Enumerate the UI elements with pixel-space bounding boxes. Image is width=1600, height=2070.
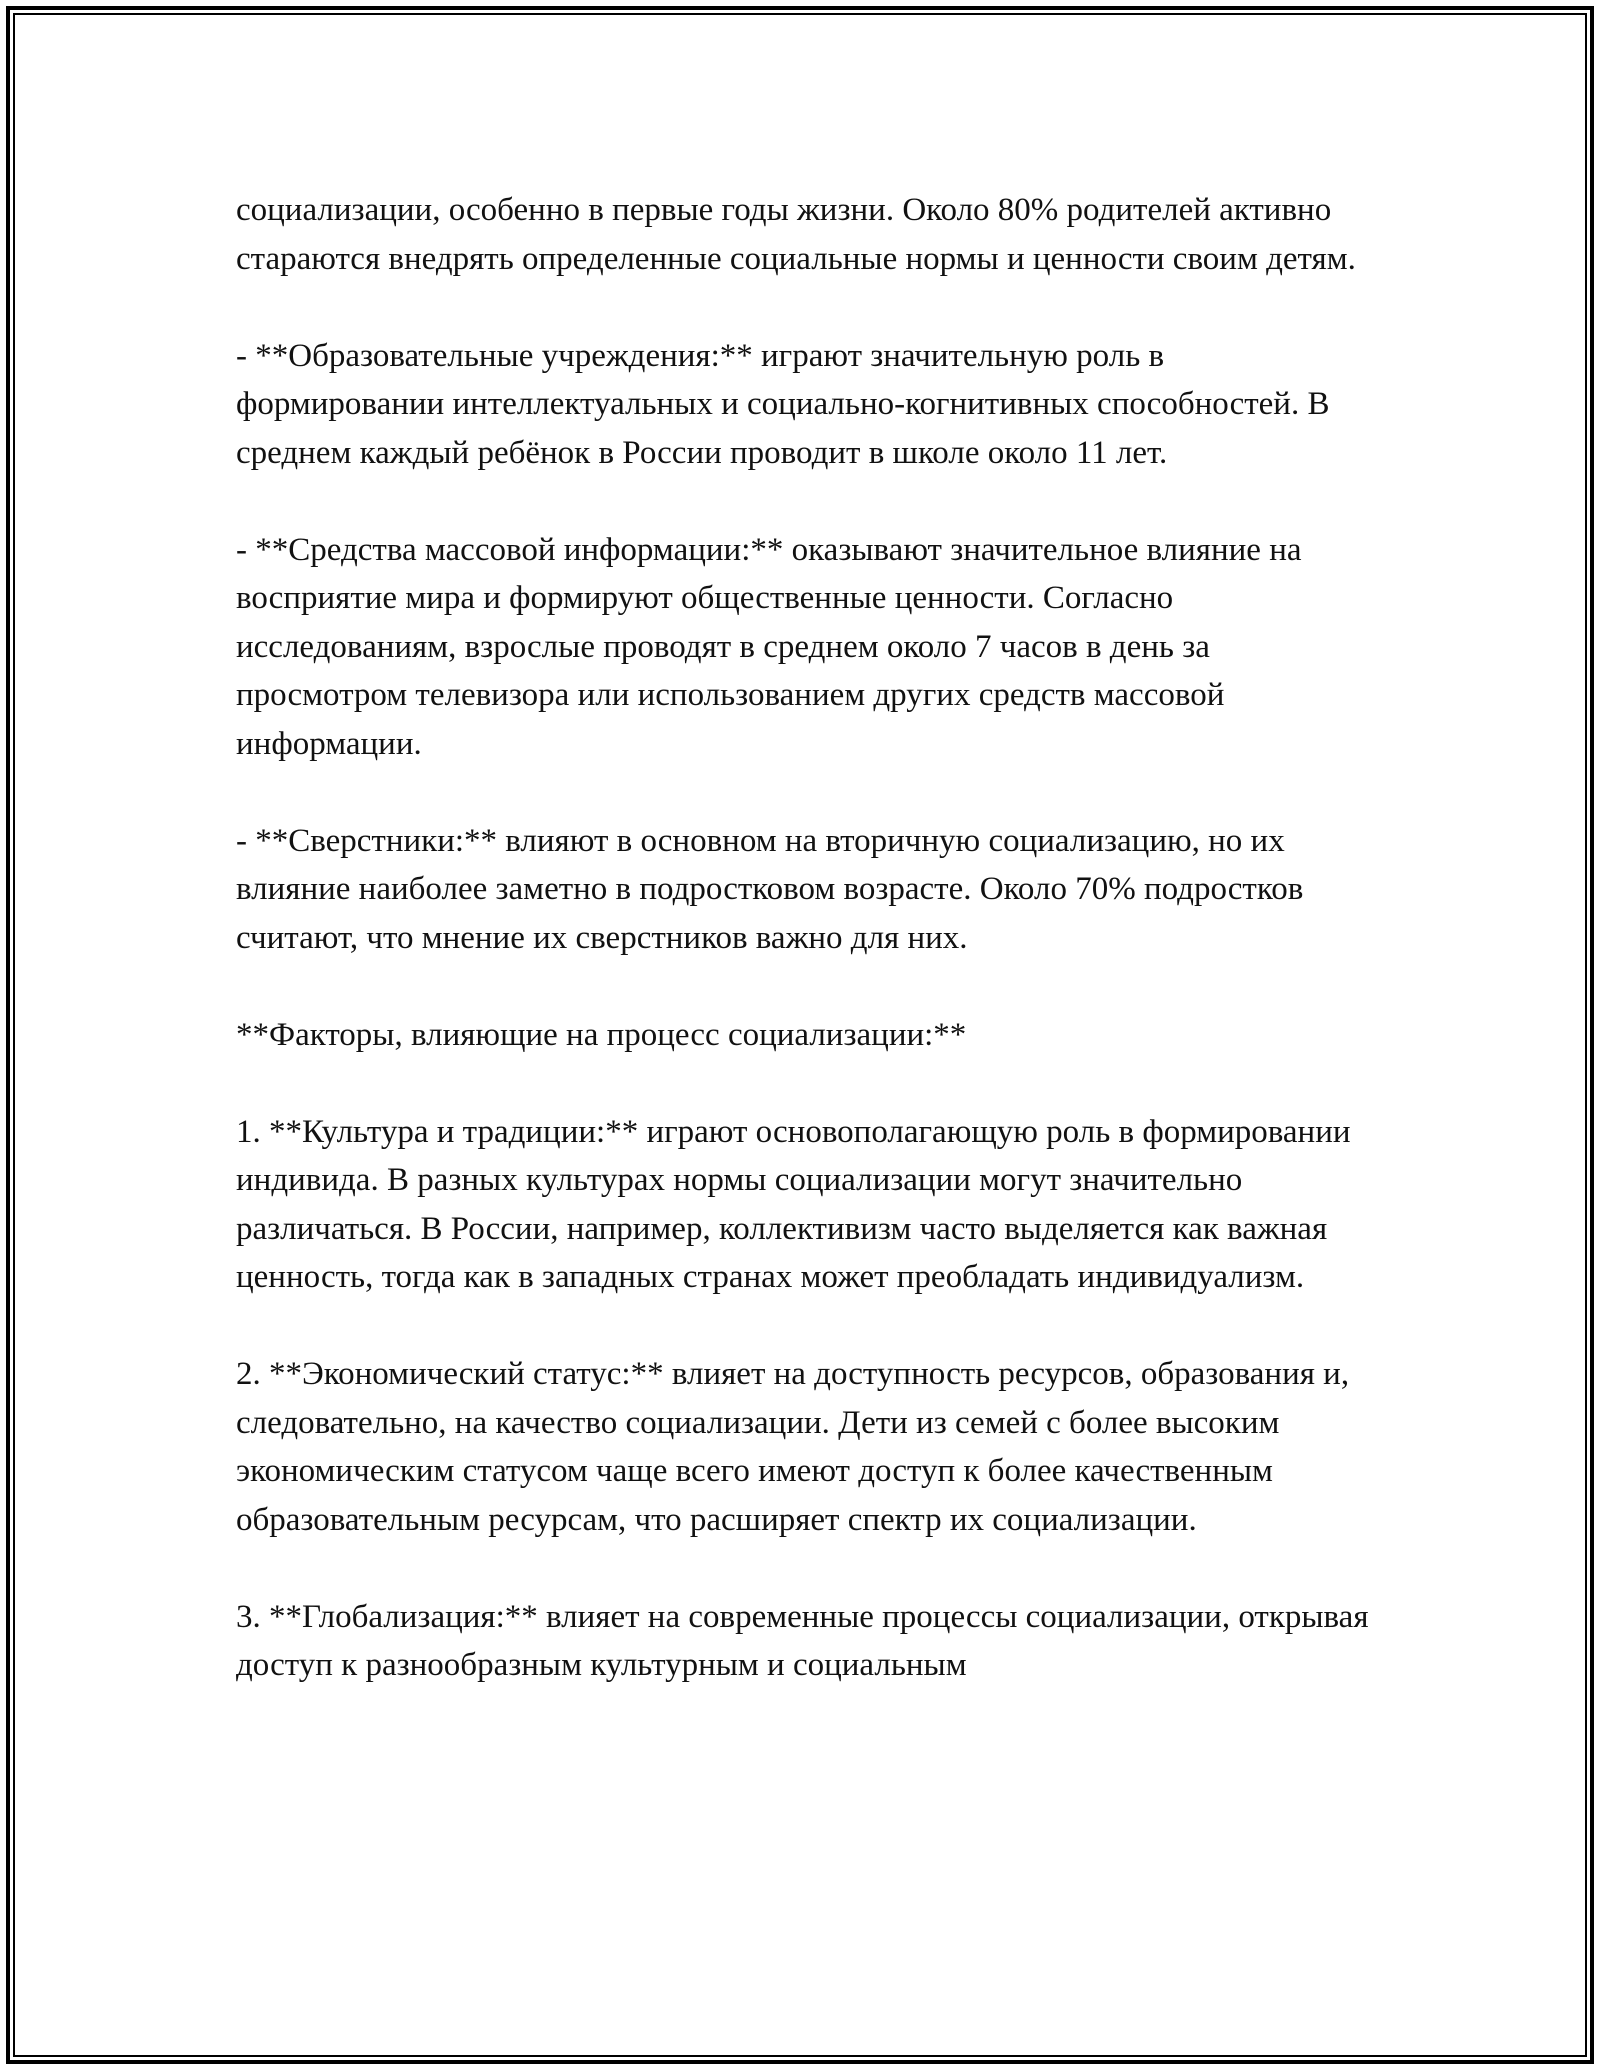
paragraph-educational-institutions: - **Образовательные учреждения:** играют значительную роль в формировании интеллектуальных и социально-когнитивных способностей. В среднем каждый ребёнок в России проводит в школе около 11 лет. xyxy=(236,337,1330,471)
paragraph-intro-continuation: социализации, особенно в первые годы жизни. Около 80% родителей активно стараются внедрять определенные социальные нормы и ценности своим детям. xyxy=(236,192,1356,277)
paragraph-peers: - **Сверстники:** влияют в основном на вторичную социализацию, но их влияние наиболее заметно в подростковом возрасте. Около 70% подростков считают, что мнение их сверстников важно для них. xyxy=(236,822,1304,956)
list-item-culture-traditions: 1. **Культура и традиции:** играют основополагающую роль в формировании индивида. В разных культурах нормы социализации могут значительно различаться. В России, например, коллективизм часто выделяется как важная ценность, тогда как в западных странах может преобладать индивидуализм. xyxy=(236,1113,1351,1295)
list-item-globalization: 3. **Глобализация:** влияет на современные процессы социализации, открывая доступ к разнообразным культурным и социальным xyxy=(236,1598,1369,1683)
section-heading-factors: **Факторы, влияющие на процесс социализации:** xyxy=(236,1016,967,1053)
list-item-economic-status: 2. **Экономический статус:** влияет на доступность ресурсов, образования и, следовательно, на качество социализации. Дети из семей с более высоким экономическим статусом чаще всего имеют доступ к более качественным образовательным ресурсам, что расширяет спектр их социализации. xyxy=(236,1356,1350,1538)
document-body xyxy=(236,186,1376,1738)
paragraph-mass-media: - **Средства массовой информации:** оказывают значительное влияние на восприятие мира и формируют общественные ценности. Согласно исследованиям, взрослые проводят в среднем около 7 часов в день за просмотром телевизора или использованием других средств массовой информации. xyxy=(236,531,1302,762)
